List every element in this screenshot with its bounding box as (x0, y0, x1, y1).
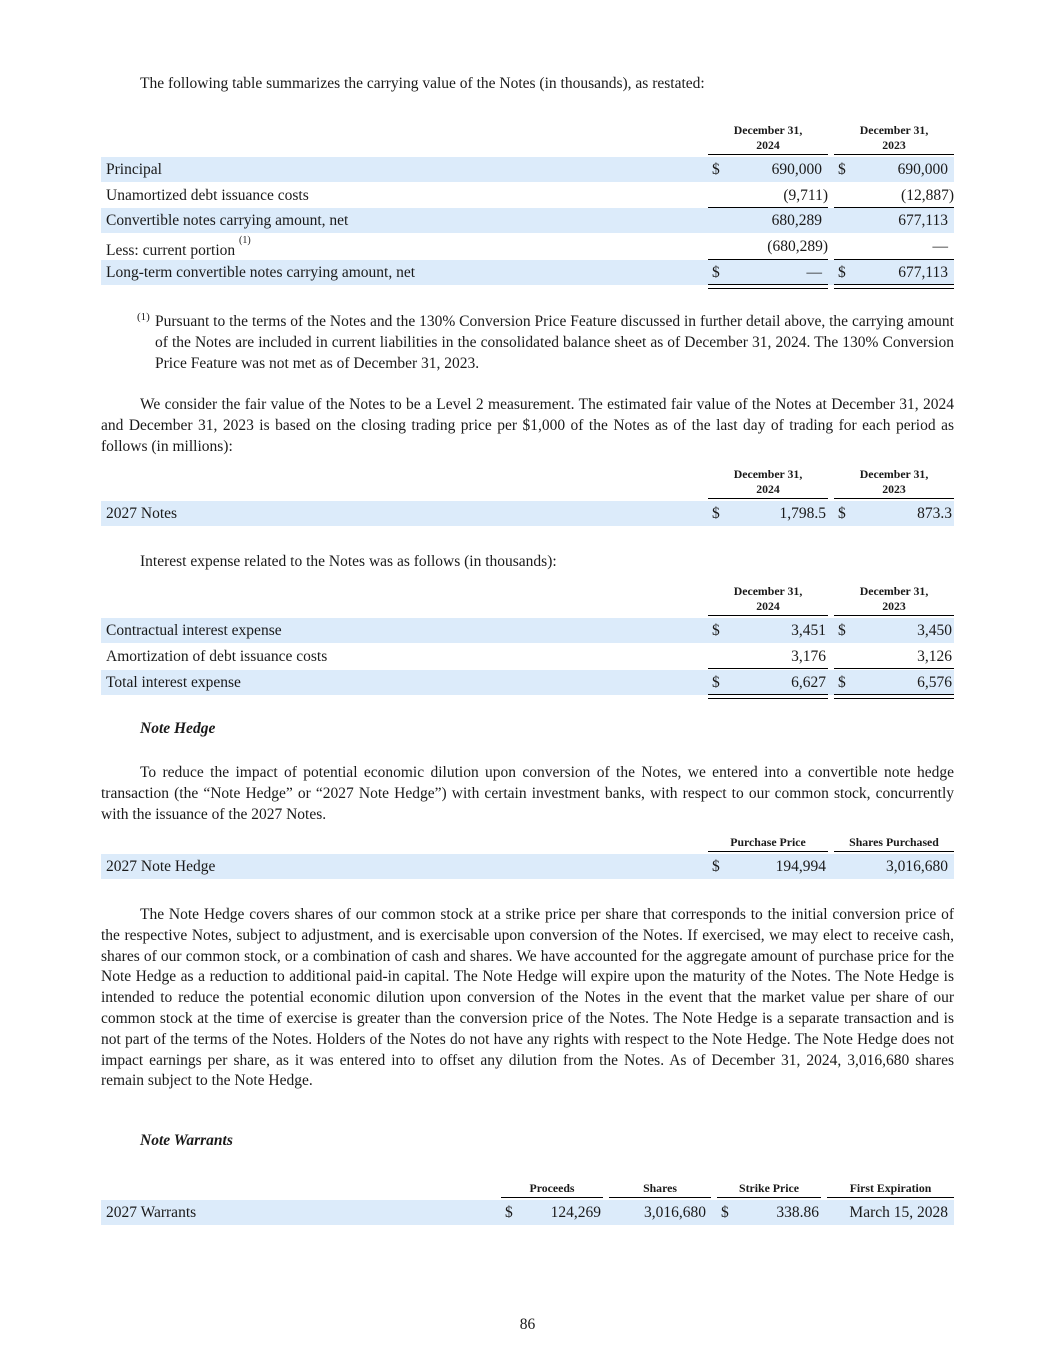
table-row-2027-warrants: 2027 Warrants $ 124,269 3,016,680 $ 338.86 March 15, 2028 (101, 1200, 954, 1225)
table-row-carrying-amount-net: Convertible notes carrying amount, net 680,289 677,113 (101, 208, 954, 233)
page-number: 86 (519, 1316, 536, 1333)
col-header-strike-price: Strike Price (717, 1181, 821, 1198)
col-header-purchase-price: Purchase Price (708, 835, 828, 852)
footnote-ref: (1) (239, 235, 251, 246)
col-header-2024: December 31, 2024 (708, 584, 828, 616)
col-header-shares: Shares (609, 1181, 711, 1198)
col-header-2023: December 31, 2023 (834, 123, 954, 155)
note-hedge-heading: Note Hedge (140, 720, 216, 737)
table-row-long-term-net: Long-term convertible notes carrying amount, net $ — $ 677,113 (101, 260, 954, 285)
carrying-value-intro: The following table summarizes the carrying value of the Notes (in thousands), as restated: (140, 75, 705, 92)
fair-value-paragraph: We consider the fair value of the Notes to be a Level 2 measurement. The estimated fair value of the Notes at December 31, 2024 and December 31, 2023 is based on the closing trading price per $1,000 of the Notes as of the last day of trading for each period as follows (in millions): (101, 396, 954, 455)
interest-intro: Interest expense related to the Notes was as follows (in thousands): (140, 553, 557, 570)
note-hedge-paragraph-1: To reduce the impact of potential economic dilution upon conversion of the Notes, we entered into a convertible note hedge transaction (the “Note Hedge” or “2027 Note Hedge”) with certain investment banks, with respect to our common stock, concurrently with the issuance of the 2027 Notes. (101, 764, 954, 823)
note-warrants-heading: Note Warrants (140, 1132, 233, 1149)
col-header-2024: December 31, 2024 (708, 123, 828, 155)
note-hedge-paragraph-2: The Note Hedge covers shares of our common stock at a strike price per share that corresponds to the initial conversion price of the respective Notes, subject to adjustment, and is exercisable upon conversion of the Notes. If exercised, we may elect to receive cash, shares of our common stock, or a combination of cash and shares. We have accounted for the aggregate amount of purchase price for the Note Hedge as a reduction to additional paid-in capital. The Note Hedge will expire upon the maturity of the Notes. The Note Hedge is intended to reduce the potential economic dilution upon conversion of the Notes in the event that the market value per share of our common stock at the time of exercise is greater than the conversion price of the Notes. The Note Hedge is a separate transaction and is not part of the terms of the Notes. Holders of the Notes do not have any rights with respect to the Note Hedge. The Note Hedge does not impact earnings per share, as it was entered into to offset any dilution from the Notes. As of December 31, 2024, 3,016,680 shares remain subject to the Note Hedge. (101, 906, 954, 1090)
col-header-2024: December 31, 2024 (708, 467, 828, 499)
table-row-principal: Principal $ 690,000 $ 690,000 (101, 157, 954, 182)
col-header-shares-purchased: Shares Purchased (834, 835, 954, 852)
table-row-2027-notes: 2027 Notes $ 1,798.5 $ 873.3 (101, 501, 954, 526)
col-header-2023: December 31, 2023 (834, 584, 954, 616)
table-row-2027-note-hedge: 2027 Note Hedge $ 194,994 3,016,680 (101, 854, 954, 879)
footnote: (1) Pursuant to the terms of the Notes and the 130% Conversion Price Feature discussed in further detail above, the carrying amount of the Notes are included in current liabilities in the consolidated balance sheet as of December 31, 2024. The 130% Conversion Price Feature was not met as of December 31, 2023. (137, 311, 954, 372)
table-row-contractual-interest: Contractual interest expense $ 3,451 $ 3,450 (101, 618, 954, 643)
table-row-unamortized-costs: Unamortized debt issuance costs (9,711) (12,887) (106, 187, 954, 204)
table-row-current-portion: Less: current portion $^{(1)}$ (680,289) — (106, 235, 948, 260)
col-header-proceeds: Proceeds (501, 1181, 603, 1198)
col-header-2023: December 31, 2023 (834, 467, 954, 499)
col-header-first-expiration: First Expiration (827, 1181, 954, 1198)
table-row-total-interest: Total interest expense $ 6,627 $ 6,576 (101, 670, 954, 695)
table-row-amortization: Amortization of debt issuance costs 3,176 3,126 (106, 648, 952, 665)
